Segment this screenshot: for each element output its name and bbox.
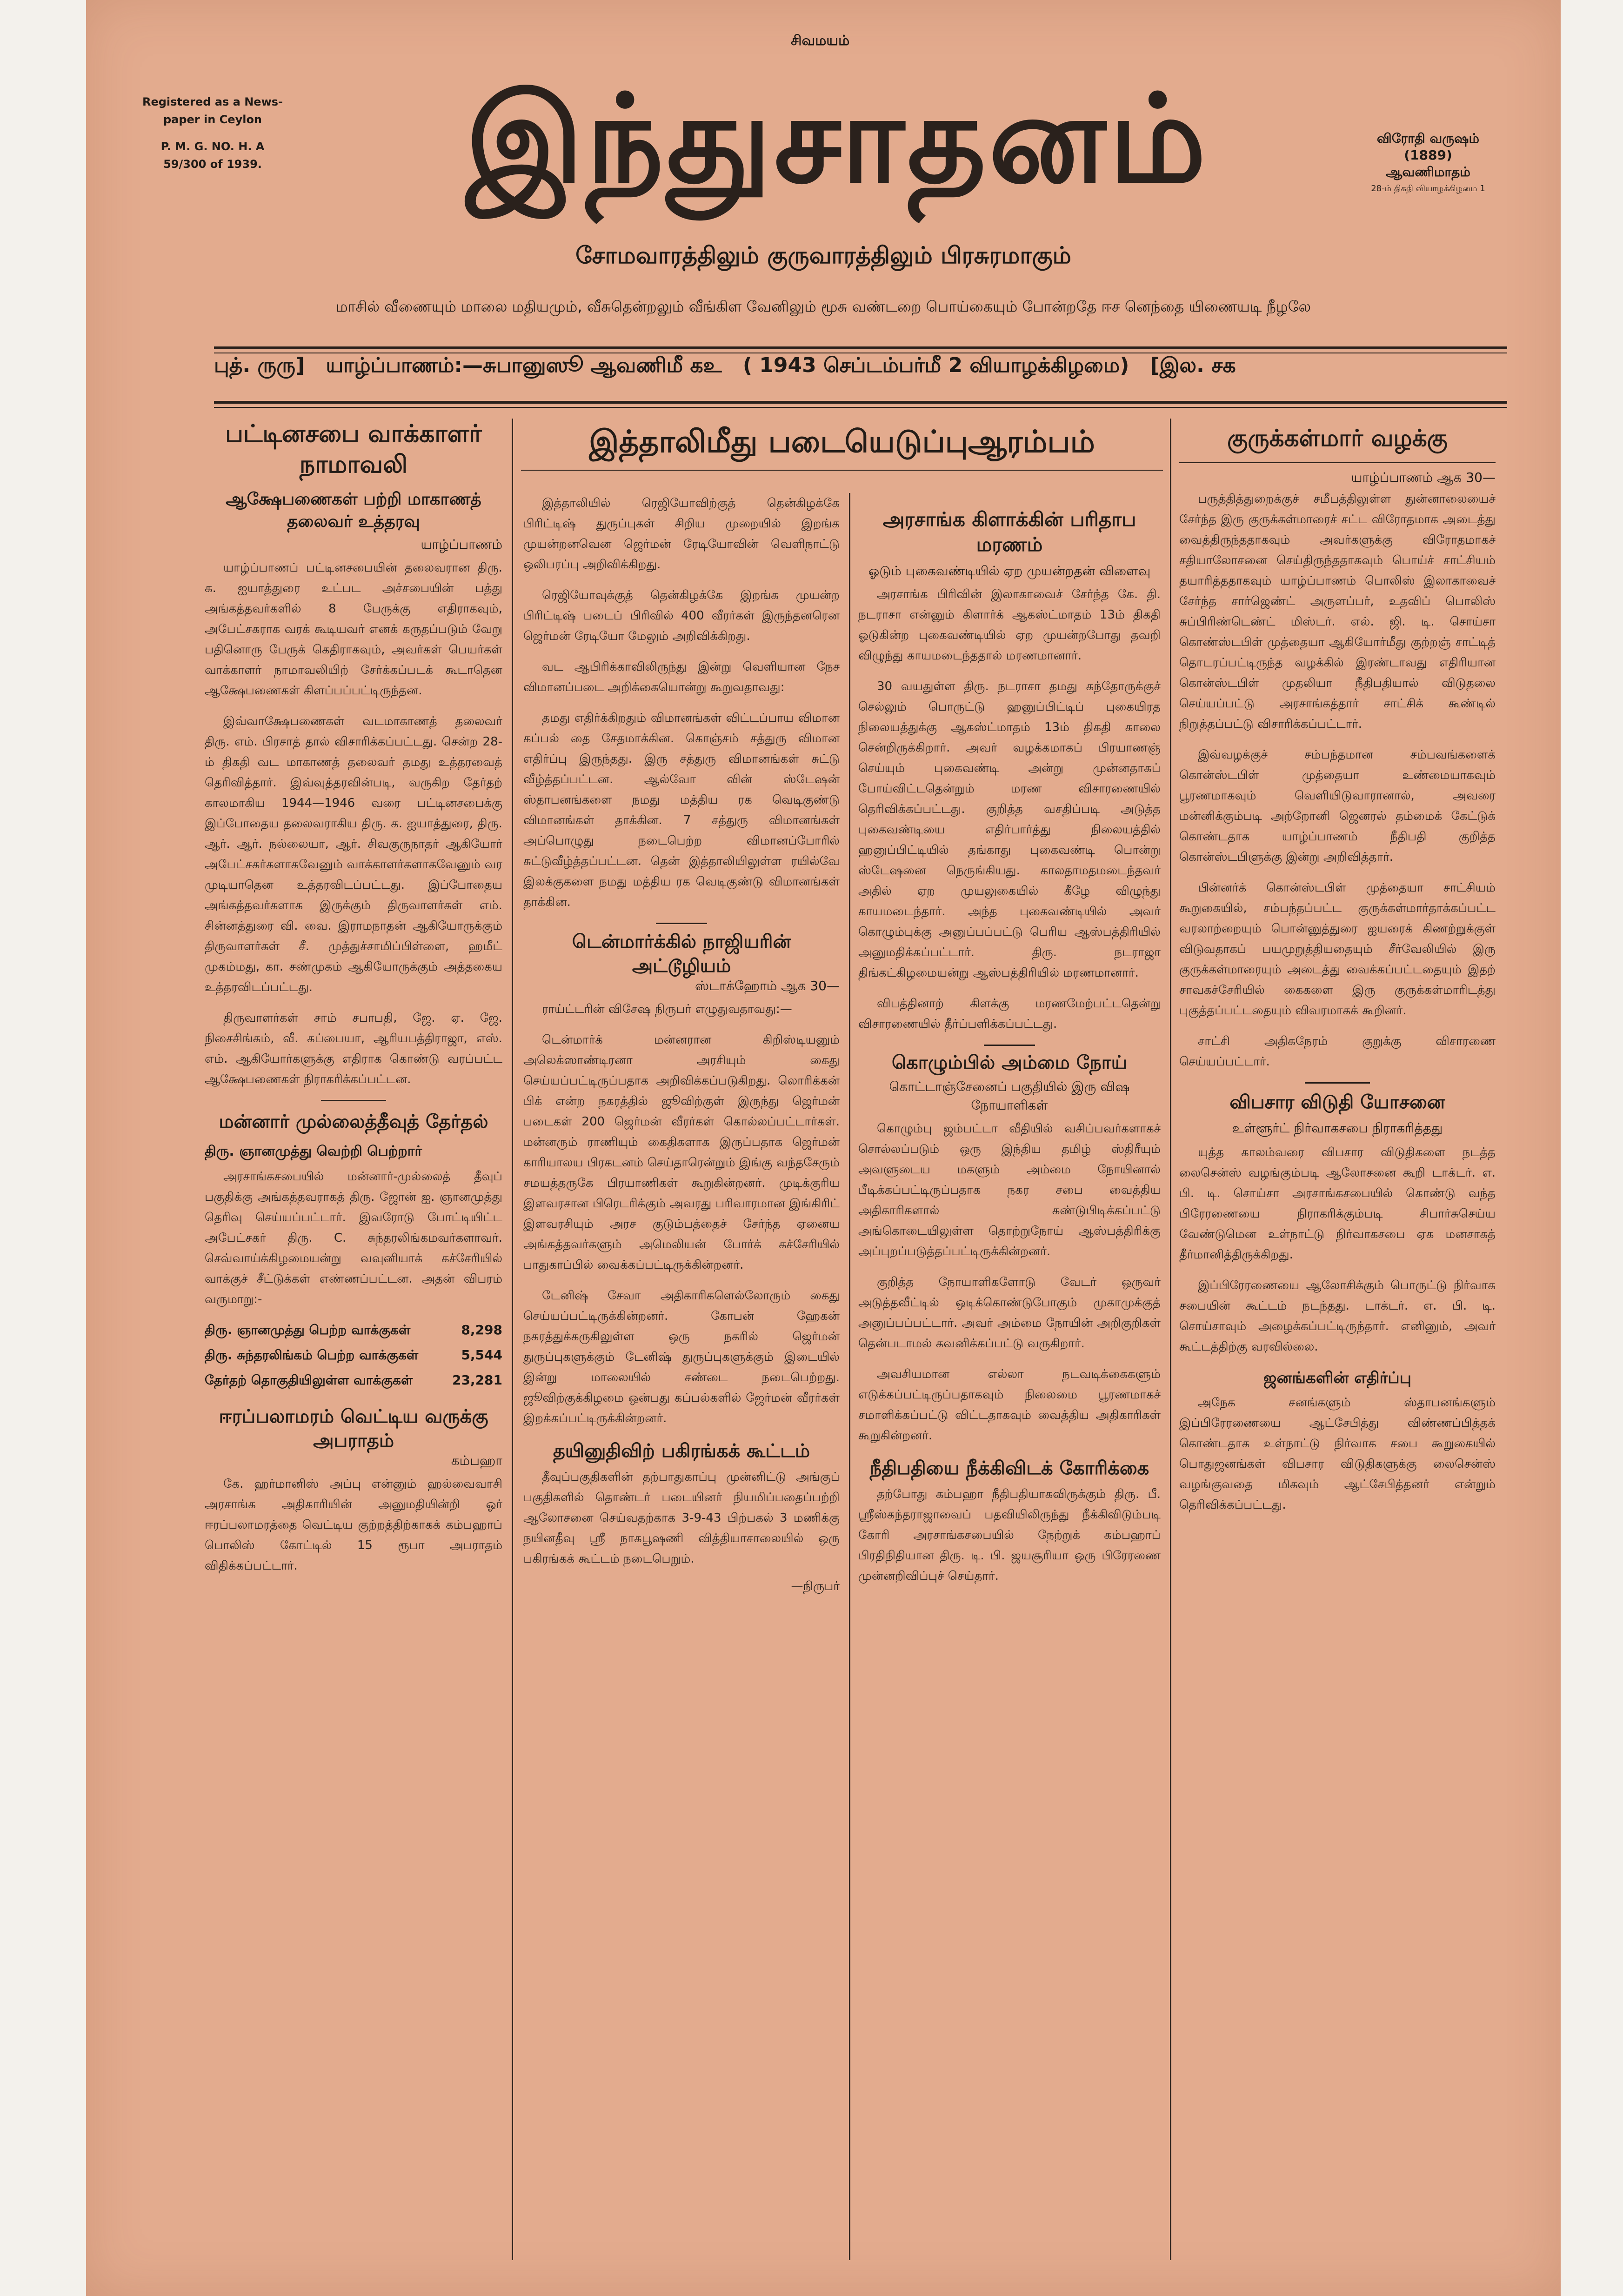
- dateline-jaffna-30: யாழ்ப்பாணம் ஆக 30—: [1351, 470, 1496, 485]
- paragraph: பருத்தித்துறைக்குச் சமீபத்திலுள்ள துன்னாலையைச் சேர்ந்த இரு குருக்கள்மாரைச் சட்ட விரோதமாக அடைத்து வைத்திருந்ததாகவும் அவர்களுக்கு விரோதமாகச் சதியாலோசனை செய்திருந்ததாகவும் பொய்ச் சாட்சியம் தயாரித்ததாகவும் யாழ்ப்பாணம் பொலிஸ் இலாகாவைச் சேர்ந்த சார்ஜெண்ட் அருளப்பர், உதவிப் பொலிஸ் சுப்பிரிண்டெண்ட் மிஸ்டர். எல். ஜி. டி. சொய்சா கொண்ஸ்டபிள் முத்தையா ஆகியோர்மீது குற்றஞ் சாட்டித் தொடரப்பட்டிருந்த வழக்கில் இரண்டாவது எதிரியான கொன்ஸ்டபிள் முதலியா நீதிபதியால் விடுதலை செய்யப்பட்டு அரசாங்கத்தார் சாட்சிக் கூண்டில் நிறுத்தப்பட்டு விசாரிக்கப்பட்டார்.: [1179, 492, 1496, 731]
- publication-tagline: சோமவாரத்திலும் குருவாரத்திலும் பிரசுரமாகும்: [575, 242, 1071, 269]
- paragraph: ராய்ட்டரின் விசேஷ நிருபர் எழுதுவதாவது:—: [542, 1002, 792, 1016]
- article-body-clerk: [858, 584, 1161, 1034]
- headline-clerk-death: அரசாங்க கிளாக்கின் பரிதாப மரணம்: [882, 508, 1136, 556]
- dateline-bottom-rule-thin: [214, 407, 1507, 408]
- headline-underline: [521, 470, 1163, 471]
- place-and-date: யாழ்ப்பாணம்:—சுபானுஸூ ஆவணிமீ கஉ: [326, 353, 722, 377]
- sivamayam-invocation: சிவமயம்: [791, 33, 850, 49]
- issue-number: [இல. சக: [1150, 353, 1236, 377]
- correspondent-sign: —நிருபர்: [791, 1579, 840, 1593]
- dateline-bottom-rule: [214, 401, 1507, 404]
- tally-row: [205, 1370, 502, 1391]
- section-rule: [1305, 1082, 1370, 1084]
- headline-smallpox: கொழும்பில் அம்மை நோய்: [891, 1052, 1127, 1073]
- english-date: ( 1943 செப்டம்பர்மீ 2 வியாழக்கிழமை): [742, 353, 1129, 377]
- tally-label: திரு. சுந்தரலிங்கம் பெற்ற வாக்குகள்: [205, 1347, 419, 1363]
- article-body-priests: [1179, 489, 1496, 1072]
- paragraph: யுத்த காலம்வரை விபசார விடுதிகளை நடத்த லைசென்ஸ் வழங்கும்படி ஆலோசனை கூறி டாக்டர். எ. பி. டி. சொய்சா அரசாங்கசபையில் கொண்டு வந்த பிரேரணையை நிராகரிக்கும்படி சிபார்சுசெய்ய வேண்டுமென உள்நாட்டு நிர்வாகசபை ஏக மனசாகத் தீர்மானித்திருக்கிறது.: [1179, 1145, 1496, 1262]
- paragraph: அரசாங்கசபையில் மன்னார்-முல்லைத் தீவுப் பகுதிக்கு அங்கத்தவராகத் திரு. ஜோன் ஐ. ஞானமுத்து தெரிவு செய்யப்பட்டார். இவரோடு போட்டியிட்ட அபேட்சகர் திரு. C. சுந்தரலிங்கமவர்களாவர். செவ்வாய்க்கிழமையன்று வவுனியாக் கச்சேரியில் வாக்குச் சீட்டுக்கள் எண்ணப்பட்டன. அதன் விபரம் வருமாறு:-: [205, 1170, 502, 1306]
- dateline-top-rule: [214, 346, 1507, 349]
- volume-number: புத். ருரு]: [214, 353, 305, 377]
- subhead-clerk-death: ஓடும் புகைவண்டியில் ஏற முயன்றதன் விளைவு: [868, 563, 1151, 579]
- paragraph: இவ்வாக்ஷேபணைகள் வடமாகாணத் தலைவர் திரு. எம். பிரசாத் தால் விசாரிக்கப்பட்டது. சென்ற 28-ம் திகதி வட மாகாணத் தலைவர் தமது உத்தரவைத் தெரிவித்தார். இவ்வுத்தரவின்படி, வருகிற தேர்தற் காலமாகிய 1944—1946 வரை பட்டினசபைக்கு இப்போதைய தலைவராகிய திரு. க. ஐயாத்துரை, திரு. ஆர். ஆர். நல்லையா, ஆர். சிவகுருநாதர் ஆகியோர் அபேட்சகர்களாகவேனும் வாக்காளர்களாகவேனும் வர முடியாதென உத்தரவிடப்பட்டது. இப்போதைய அங்கத்தவர்களாக இருக்கும் திருவாளர்கள் எம். சின்னத்துரை வி. வை. இராமநாதன் ஆகியோருக்கும் திருவாளர்கள் சீ. முத்துச்சாமிப்பிள்ளை, ஹமீட் முகம்மது, கா. சண்முகம் ஆகியோருக்கும் அத்தகைய உத்தரவிடப்பட்டது.: [205, 714, 502, 994]
- registration-line-1: Registered as a News-: [142, 95, 283, 108]
- column-divider-2: [849, 493, 850, 2260]
- paragraph: வட ஆபிரிக்காவிலிருந்து இன்று வெளியான நேச விமானப்படை அறிக்கையொன்று கூறுவதாவது:: [523, 660, 840, 694]
- year-number: (1889): [1404, 147, 1452, 163]
- paragraph: அவசியமான எல்லா நடவடிக்கைகளும் எடுக்கப்பட்டிருப்பதாகவும் நிலைமை பூரணமாகச் சமாளிக்கப்பட்டு விட்டதாகவும் வைத்திய அதிகாரிகள் கூறுகின்றனர்.: [858, 1367, 1161, 1443]
- tally-label: தேர்தற் தொகுதியிலுள்ள வாக்குகள்: [205, 1372, 413, 1388]
- subhead-smallpox: கொட்டாஞ்சேனைப் பகுதியில் இரு விஷ நோயாளிகள்: [889, 1079, 1130, 1113]
- headline-public-opposition: ஜனங்களின் எதிர்ப்பு: [1263, 1369, 1411, 1387]
- paragraph: டென்மார்க் மன்னரான கிறிஸ்டியனும் அலெக்ஸாண்டிரனா அரசியும் கைது செய்யப்பட்டிருப்பதாக அறிவிக்கப்படுகிறது. லொரிக்கன் பிக் என்ற நகரத்தில் ஜூவிற்குள் இருந்து ஜெர்மன் படைகள் 200 ஜெர்மன் வீரர்கள் கொல்லப்பட்டார்கள். மன்னரும் ராணியும் கைதிகளாக இருப்பதாக ஜெர்மன் காரியாலய பிரகடனம் செய்தாரென்றும் இங்கு வந்தசேரும் சமயத்தருகே பிரயாணிகள் கூறுகின்றனர். முடிக்குரிய இளவரசான பிரெடரிக்கும் அவரது பரிவாரமான இங்கிரிட் இளவரசியும் அரச குடும்பத்தைச் சேர்ந்த ஏனைய அங்கத்தவர்களும் அமெலியன் போர்க் கச்சேரியில் பாதுகாப்பில் வைக்கப்பட்டிருக்கின்றனர்.: [523, 1033, 840, 1272]
- headline-denmark: டென்மார்க்கில் நாஜியரின் அட்டூழியம்: [572, 931, 791, 977]
- paragraph: பின்னர்க் கொன்ஸ்டபிள் முத்தையா சாட்சியம் கூறுகையில், சம்பந்தப்பட்ட குருக்கள்மார்தாக்கப்பட்ட வரலாற்றையும் பொன்னுத்துரை ஐயரைக் கிணற்றுக்குள் விடுவதாகப் பயமுறுத்தியதையும் சீர்வேலியில் இரு குருக்கள்மாரையும் அடைத்து வைக்கப்பட்டதையும் இதற் சாவகச்சேரியில் கைகளை இரு குருக்கள்மாரிடத்து புகுத்தப்பட்டதையும் விவரமாகக் கூறினர்.: [1179, 881, 1496, 1018]
- pmg-line-1: P. M. G. NO. H. A: [160, 140, 265, 153]
- headline-brothel-proposal: விபசார விடுதி யோசனை: [1229, 1091, 1445, 1113]
- dateline-jaffna: யாழ்ப்பாணம்: [421, 537, 502, 552]
- article-body-nainativu: [523, 1467, 840, 1569]
- column-divider-1: [512, 419, 513, 2260]
- paragraph: கே. ஹர்மானிஸ் அப்பு என்னும் ஹல்வைவாசி அரசாங்க அதிகாரியின் அனுமதியின்றி ஓர் ஈரப்பலாமரத்தை வெட்டிய குற்றத்திற்காகக் கம்பஹாப் பொலிஸ் கோட்டில் 15 ரூபா அபராதம் விதிக்கப்பட்டார்.: [205, 1477, 502, 1573]
- year-block: [1349, 130, 1507, 197]
- headline-mannar-election: மன்னார் முல்லைத்தீவுத் தேர்தல்: [219, 1111, 488, 1132]
- article-body-italy: [523, 493, 840, 912]
- vote-tally: [205, 1320, 502, 1391]
- article-body-jackfruit: [205, 1474, 502, 1576]
- section-rule: [321, 1100, 386, 1101]
- paragraph: அநேக சனங்களும் ஸ்தாபனங்களும் இப்பிரேரணையை ஆட்சேபித்து விண்ணப்பித்தக் கொண்டதாக உள்நாட்டு நிர்வாக சபை கூறுகையில் பொதுஜனங்கள் விபசார விடுதிகளுக்கு லைசென்ஸ் வழங்குவதை மிகவும் ஆட்சேபித்தனர் என்றும் தெரிவிக்கப்பட்டது.: [1179, 1396, 1496, 1512]
- paragraph: டேனிஷ் சேவா அதிகாரிகளெல்லோரும் கைது செய்யப்பட்டிருக்கின்றனர். கோபன் ஹேகன் நகரத்துக்கருகிலுள்ள ஒரு நகரில் ஜெர்மன் துருப்புகளுக்கும் டேனிஷ் துருப்புகளுக்கும் இடையில் இன்று மாலையில் சண்டை நடைபெற்றது. ஜூவிற்குக்கிழமை ஒன்பது கப்பல்களில் ஜேர்மன் வீரர்கள் இறக்கப்பட்டிருக்கின்றனர்.: [523, 1289, 840, 1425]
- dateline-gampaha: கம்பஹா: [451, 1453, 502, 1468]
- masthead-motto: மாசில் வீணையும் மாலை மதியமும், வீசுதென்றலும் வீங்கிள வேனிலும் மூசு வண்டறை பொய்கையும் போன்றதே ஈச னெந்தை யிணையடி நீழலே: [335, 298, 1311, 315]
- column-divider-3: [1170, 419, 1171, 2260]
- subhead-brothel-proposal: உள்ளூர்ட் நிர்வாகசபை நிராகரித்தது: [1232, 1120, 1443, 1136]
- headline-judge-removal: நீதிபதியை நீக்கிவிடக் கோரிக்கை: [869, 1457, 1149, 1479]
- paragraph: ரெஜியோவுக்குத் தென்கிழக்கே இறங்க முயன்ற பிரிட்டிஷ் படைப் பிரிவில் 400 வீரர்கள் இருந்தனரென ஜெர்மன் ரேடியோ மேலும் அறிவிக்கிறது.: [523, 588, 840, 643]
- tally-row: [205, 1320, 502, 1340]
- paragraph: 30 வயதுள்ள திரு. நடராசா தமது கந்தோருக்குச் செல்லும் பொருட்டு ஹனுப்பிட்டிப் புகையிரத நிலையத்துக்கு ஆகஸ்ட்மாதம் 13ம் திகதி காலை சென்றிருக்கிறார். அவர் வழக்கமாகப் பிரயாணஞ் செய்யும் புகைவண்டி அன்று முன்னதாகப் போய்விட்டதென்றும் மரண விசாரணையில் தெரிவிக்கப்பட்டது. குறித்த வசதிப்படி அடுத்த புகைவண்டியை எதிர்பார்த்து நிலையத்தில் ஹனுப்பிட்டியில் தங்காது புகைவண்டி பொன்று ஸ்டேஷனை நெருங்கியது. காலதாமதமடைந்தவர் அதில் ஏற முயலுகையில் கீழே விழுந்து காயமடைந்தார். அந்த புகைவண்டியில் அவர் கொழும்புக்கு அனுப்பப்பட்டு பெரிய ஆஸ்பத்திரியில் அனுமதிக்கப்பட்டார். திரு. நடராஜா திங்கட்கிழமையன்று ஆஸ்பத்திரியில் மரணமானார்.: [858, 679, 1161, 980]
- tally-value: 8,298: [461, 1322, 502, 1338]
- paragraph: சாட்சி அதிகநேரம் குறுக்கு விசாரணை செய்யப்பட்டார்.: [1179, 1034, 1496, 1069]
- tally-value: 23,281: [452, 1372, 502, 1388]
- article-body-judge: [858, 1484, 1161, 1586]
- registration-note: [136, 93, 289, 173]
- dateline-bar: [214, 353, 1507, 380]
- newspaper-title: இந்துசாதனம்: [466, 69, 1209, 210]
- day-line: 28-ம் திகதி வியாழக்கிழமை 1: [1371, 184, 1485, 193]
- headline-underline: [1179, 462, 1496, 463]
- paragraph: திருவாளர்கள் சாம் சபாபதி, ஜே. ஏ. ஜே. நிசைசிங்கம், வீ. கப்பையா, ஆரியபத்திராஜா, எஸ். எம். ஆகியோர்களுக்கு எதிராக கொண்டு வரப்பட்ட ஆக்ஷேபணைகள் நிராகரிக்கப்பட்டன.: [205, 1011, 502, 1086]
- column-municipal: [205, 419, 502, 1586]
- tally-value: 5,544: [461, 1347, 502, 1363]
- tally-label: திரு. ஞானமுத்து பெற்ற வாக்குகள்: [205, 1322, 411, 1338]
- section-rule: [984, 1045, 1035, 1046]
- subhead-objections: ஆக்ஷேபணைகள் பற்றி மாகாணத் தலைவர் உத்தரவு: [226, 490, 481, 531]
- paragraph: இவ்வழக்குச் சம்பந்தமான சம்பவங்களைக் கொன்ஸ்டபிள் முத்தையா உண்மையாகவும் பூரணமாகவும் வெளியிடுவாரானால், அவரை மன்னிக்கும்படி அற்றோனி ஜெனரல் தம்மைக் கேட்டுக் கொண்டதாக யாழ்ப்பாணம் நீதிபதி குறித்த கொன்ஸ்டபிளுக்கு இன்று அறிவித்தார்.: [1179, 748, 1496, 864]
- paragraph: அரசாங்க பிரிவின் இலாகாவைச் சேர்ந்த கே. தி. நடராசா என்னும் கிளார்க் ஆகஸ்ட்மாதம் 13ம் திகதி ஓடுகின்ற புகைவண்டியில் ஏற முயன்றபோது தவறி விழுந்து காயமடைந்ததால் மரணமானார்.: [858, 587, 1161, 663]
- headline-priests-case: குருக்கள்மார் வழக்கு: [1227, 425, 1448, 452]
- column-priests-case: [1179, 423, 1496, 1525]
- section-rule: [656, 923, 707, 924]
- headline-jackfruit-fine: ஈரப்பலாமரம் வெட்டிய வருக்கு அபராதம்: [219, 1406, 488, 1451]
- paragraph: யாழ்ப்பாணப் பட்டினசபையின் தலைவரான திரு. க. ஐயாத்துரை உட்பட அச்சபையின் பத்து அங்கத்தவர்களில் 8 பேருக்கு எதிராகவும், அபேட்சகராக வரக் கூடியவர் எனக் கருதப்படும் வேறு பதினொரு பேருக் கெதிராகவும், அவர்கள் பெயர்கள் வாக்காளர் நாமாவலியிற் சேர்க்கப்படக் கூடாதென ஆக்ஷேபணைகள் கிளப்பப்பட்டிருந்தன.: [205, 561, 502, 698]
- year-name: விரோதி வருஷம்: [1376, 131, 1480, 146]
- headline-municipal-voters: பட்டினசபை வாக்காளர் நாமாவலி: [225, 420, 482, 479]
- pmg-line-2: 59/300 of 1939.: [163, 158, 262, 171]
- article-body-denmark: [523, 999, 840, 1429]
- column-italy-left: [523, 493, 840, 1595]
- month-name: ஆவணிமாதம்: [1386, 164, 1470, 180]
- article-body-opposition: [1179, 1392, 1496, 1515]
- paragraph: தீவுப்பகுதிகளின் தற்பாதுகாப்பு முன்னிட்டு அங்குப் பகுதிகளில் தொண்டர் படையினர் நியமிப்பதைப்பற்றி ஆலோசனை செய்வதற்காக 3-9-43 பிற்பகல் 3 மணிக்கு நயினதீவு ஸ்ரீ நாகபூஷணி வித்தியாசாலையில் ஒரு பகிரங்கக் கூட்டம் நடைபெறும்.: [523, 1470, 840, 1566]
- article-body-municipal: [205, 558, 502, 1090]
- article-body-smallpox: [858, 1118, 1161, 1446]
- dateline-stockholm: ஸ்டாக்ஹோம் ஆக 30—: [695, 978, 840, 993]
- paragraph: தமது எதிர்க்கிறதும் விமானங்கள் விட்டப்பாய விமான கப்பல் தை சேதமாக்கின. கொஞ்சம் சத்துரு விமான எதிர்ப்பு இருந்தது. இரு சத்துரு விமானங்கள் சுட்டு வீழ்த்தப்பட்டன. ஆல்வோ வின் ஸ்டேஷன் ஸ்தாபனங்களை நமது மத்திய ரக வெடிகுண்டு விமானங்கள் தாக்கின. 7 சத்துரு விமானங்கள் அப்பொழுது நடைபெற்ற விமானப்போரில் சுட்டுவீழ்த்தப்பட்டன. தென் இத்தாலியிலுள்ள ரயில்வே இலக்குகளை நமது மத்திய ரக வெடிகுண்டு விமானங்கள் தாக்கின.: [523, 711, 840, 909]
- paragraph: கொழும்பு ஜம்பட்டா வீதியில் வசிப்பவர்களாகச் சொல்லப்படும் ஒரு இந்திய தமிழ் ஸ்திரீயும் அவளுடைய மகளும் அம்மை நோயினால் பீடிக்கப்பட்டிருப்பதாக நகர சபை வைத்திய அதிகாரிகளால் கண்டுபிடிக்கப்பட்டு அங்கொடையிலுள்ள தொற்றுநோய் ஆஸ்பத்திரிக்கு அப்புறப்படுத்தப்பட்டிருக்கின்றனர்.: [858, 1122, 1161, 1258]
- article-body-election: [205, 1166, 502, 1310]
- paragraph: இத்தாலியில் ரெஜியோவிற்குத் தென்கிழக்கே பிரிட்டிஷ் துருப்புகள் சிறிய முறையில் இறங்க முயன்றனவென ஜெர்மன் ரேடியோவின் வெளிநாட்டு ஒலிபரப்பு அறிவிக்கிறது.: [523, 496, 840, 572]
- headline-italy-invasion: இத்தாலிமீது படையெடுப்புஆரம்பம்: [589, 424, 1095, 459]
- tally-row: [205, 1345, 502, 1365]
- paragraph: குறித்த நோயாளிகளோடு வேடர் ஒருவர் அடுத்தவீட்டில் ஒடிக்கொண்டுபோகும் முகாமுக்குத் அனுப்பப்பட்டார். அவர் அம்மை நோயின் அறிகுறிகள் தென்படாமல் கவனிக்கப்பட்டு வருகிறார்.: [858, 1275, 1161, 1351]
- column-italy-right: [858, 507, 1161, 1597]
- subhead-election-result: திரு. ஞானமுத்து வெற்றி பெற்றார்: [205, 1143, 422, 1159]
- paragraph: இப்பிரேரணையை ஆலோசிக்கும் பொருட்டு நிர்வாக சபையின் கூட்டம் நடந்தது. டாக்டர். எ. பி. டி. சொய்சாவும் அழைக்கப்பட்டிருந்தார். எனினும், அவர் கூட்டத்திற்கு வரவில்லை.: [1179, 1278, 1496, 1354]
- article-body-brothel: [1179, 1142, 1496, 1357]
- headline-nainativu-meeting: தயினுதிவிற் பகிரங்கக் கூட்டம்: [553, 1440, 810, 1462]
- registration-line-2: paper in Ceylon: [163, 113, 262, 126]
- paragraph: விபத்தினாற் கிளக்கு மரணமேற்பட்டதென்று விசாரணையில் தீர்ப்பளிக்கப்பட்டது.: [858, 997, 1161, 1031]
- paragraph: தற்போது கம்பஹா நீதிபதியாகவிருக்கும் திரு. பீ. ஸ்ரீஸ்கந்தராஜாவைப் பதவியிலிருந்து நீக்கிவிடும்படி கோரி அரசாங்கசபையில் நேற்றுக் கம்பஹாப் பிரதிநிதியான திரு. டி. பி. ஜயசூரியா ஒரு பிரேரணை முன்னறிவிப்புச் செய்தார்.: [858, 1487, 1161, 1583]
